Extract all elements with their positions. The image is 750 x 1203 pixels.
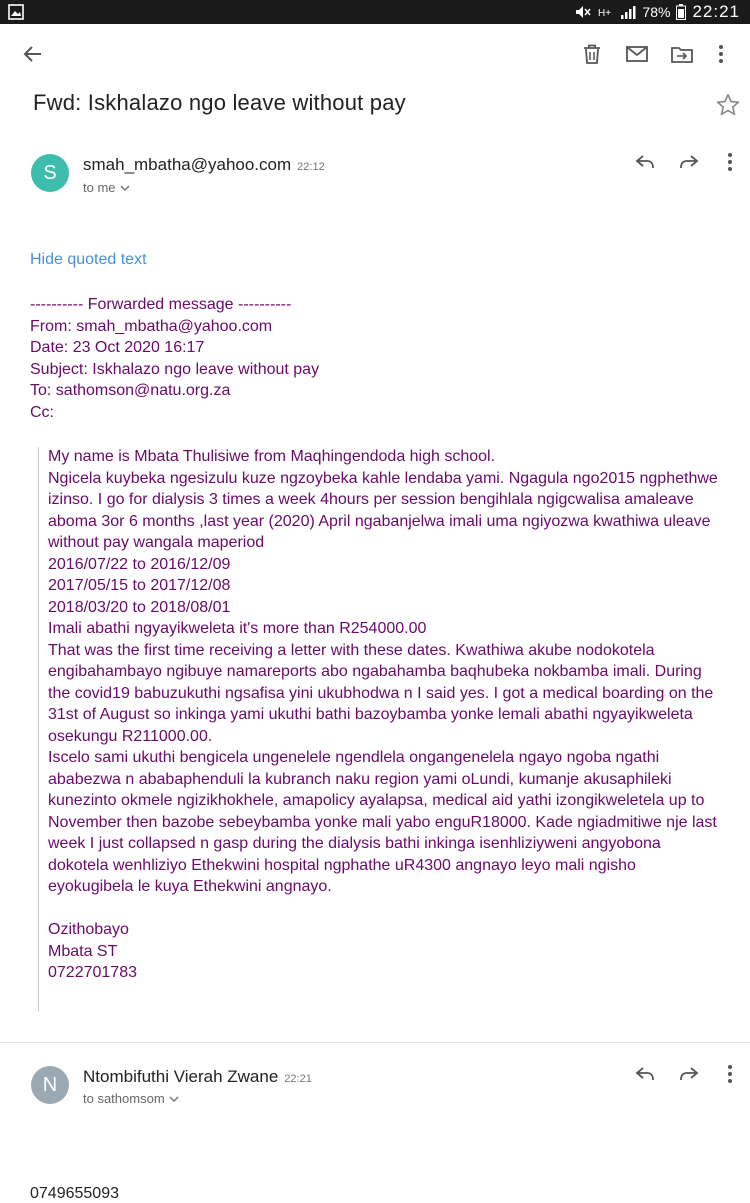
svg-text:H+: H+	[598, 8, 612, 19]
signature-closing: Ozithobayo	[48, 921, 129, 938]
forward-button[interactable]	[674, 147, 704, 177]
star-icon[interactable]	[715, 92, 741, 118]
email-toolbar	[0, 24, 750, 84]
body-paragraph: 2017/05/15 to 2017/12/08	[48, 577, 231, 594]
signal-icon	[620, 5, 636, 19]
battery-icon	[676, 4, 686, 20]
signature-phone: 0722701783	[48, 964, 137, 981]
more-vert-icon	[727, 1064, 733, 1084]
avatar-letter: S	[43, 161, 57, 184]
more-options-button[interactable]	[705, 38, 737, 70]
message-time: 22:12	[297, 161, 325, 173]
battery-percent: 78%	[642, 4, 671, 20]
quoted-body	[48, 446, 720, 984]
more-vert-icon	[727, 152, 733, 172]
forward-subject: Subject: Iskhalazo ngo leave without pay	[30, 360, 320, 378]
network-h-plus-icon	[598, 5, 614, 19]
message-more-button[interactable]	[715, 1059, 745, 1089]
forward-from: From: smah_mbatha@yahoo.com	[30, 317, 273, 335]
sender-email: smah_mbatha@yahoo.com	[83, 155, 292, 174]
sender-info	[83, 155, 325, 175]
message-time: 22:21	[284, 1073, 312, 1085]
status-bar	[0, 0, 750, 24]
body-paragraph: Iscelo sami ukuthi bengicela ungenelele ngendlela ongangenelela ngayo ngoba ngathi ababezwa n ababaphenduli la kubranch naku region yami oLundi, kumanje akusaphileki kunezinto okmele ngizikhokhele, amapolicy ayalapsa, medical aid yathi izongikweletela up to November then bazobe sebeybamba yonke mali yabo enguR18000. Kade ngiadmitiwe nje last week I just collapsed n gasp during the dialysis bathi inkinga isenhliziyweni angyobona dokotela wenhliziyo Ethekwini hospital ngphathe uR4300 angnayo leyo mali ngisho eyokugibela le kuya Ethekwini angnayo.	[48, 749, 717, 895]
forward-to: To: sathomson@natu.org.za	[30, 382, 231, 399]
sender-name: Ntombifuthi Vierah Zwane	[83, 1067, 279, 1086]
delete-button[interactable]	[576, 38, 608, 70]
reply-icon	[635, 154, 655, 170]
gallery-notification-icon	[8, 4, 24, 20]
recipient-label: to sathomsom	[83, 1091, 165, 1106]
avatar-letter: N	[42, 1073, 58, 1096]
forward-date: Date: 23 Oct 2020 16:17	[30, 339, 205, 356]
body-paragraph: 2016/07/22 to 2016/12/09	[48, 555, 231, 573]
chevron-down-icon	[169, 1095, 179, 1103]
recipient-toggle[interactable]	[83, 180, 130, 195]
message-body: 0749655093	[30, 1185, 119, 1202]
reply-button[interactable]	[630, 1059, 660, 1089]
body-paragraph: Imali abathi ngyayikweleta it's more than R254000.00	[48, 620, 427, 637]
sender-avatar[interactable]	[31, 154, 69, 192]
reply-button[interactable]	[630, 147, 660, 177]
forward-icon	[679, 1066, 699, 1082]
arrow-left-icon	[23, 44, 43, 64]
email-subject: Fwd: Iskhalazo ngo leave without pay	[33, 90, 406, 115]
quote-bar	[38, 447, 39, 1012]
recipient-toggle[interactable]	[83, 1091, 179, 1106]
body-paragraph: That was the first time receiving a letter with these dates. Kwathiwa akube nodokotela engibahambayo ngibuye namareports abo ngabahamba baqhubeka nokbamba imali. During the covid19 babuzukuthi ngsafisa yini ukubhodwa n I said yes. I got a medical boarding on the 31st of August so inkinga yami ukuthi bathi bazoybamba yonke lemali abathi ngyayikweleta osekungu R211000.00.	[48, 641, 714, 745]
forward-icon	[679, 154, 699, 170]
forward-divider-line: ---------- Forwarded message ----------	[30, 296, 292, 313]
chevron-down-icon	[120, 184, 130, 192]
recipient-label: to me	[83, 180, 116, 195]
body-spacer	[48, 898, 720, 920]
message-divider	[0, 1042, 750, 1043]
signature-name: Mbata ST	[48, 942, 118, 960]
mute-icon	[574, 5, 592, 19]
reply-icon	[635, 1066, 655, 1082]
body-paragraph: 2018/03/20 to 2018/08/01	[48, 598, 231, 616]
body-paragraph: My name is Mbata Thulisiwe from Maqhingendoda high school.	[48, 448, 496, 465]
status-icons	[574, 2, 740, 22]
hide-quoted-text-link[interactable]: Hide quoted text	[30, 251, 147, 268]
sender-avatar[interactable]	[31, 1066, 69, 1104]
more-vert-icon	[718, 44, 724, 64]
mark-unread-button[interactable]	[621, 38, 653, 70]
trash-icon	[583, 44, 601, 64]
body-paragraph: Ngicela kuybeka ngesizulu kuze ngzoybeka kahle lendaba yami. Ngagula ngo2015 ngphethwe izinso. I go for dialysis 3 times a week 4hours per session bengihlala ngigcwalisa amaleave aboma 3or 6 months ,last year (2020) April ngabanjelwa imali uma ngiyozwa kwathiwa uleave without pay wangala maperiod	[48, 469, 718, 551]
forward-cc: Cc:	[30, 403, 54, 421]
back-button[interactable]	[17, 38, 49, 70]
sender-info	[83, 1067, 312, 1087]
message-more-button[interactable]	[715, 147, 745, 177]
forward-button[interactable]	[674, 1059, 704, 1089]
move-to-folder-button[interactable]	[666, 38, 698, 70]
forwarded-header	[30, 294, 730, 423]
clock: 22:21	[692, 2, 740, 21]
move-to-folder-icon	[671, 45, 693, 63]
envelope-icon	[626, 46, 648, 62]
